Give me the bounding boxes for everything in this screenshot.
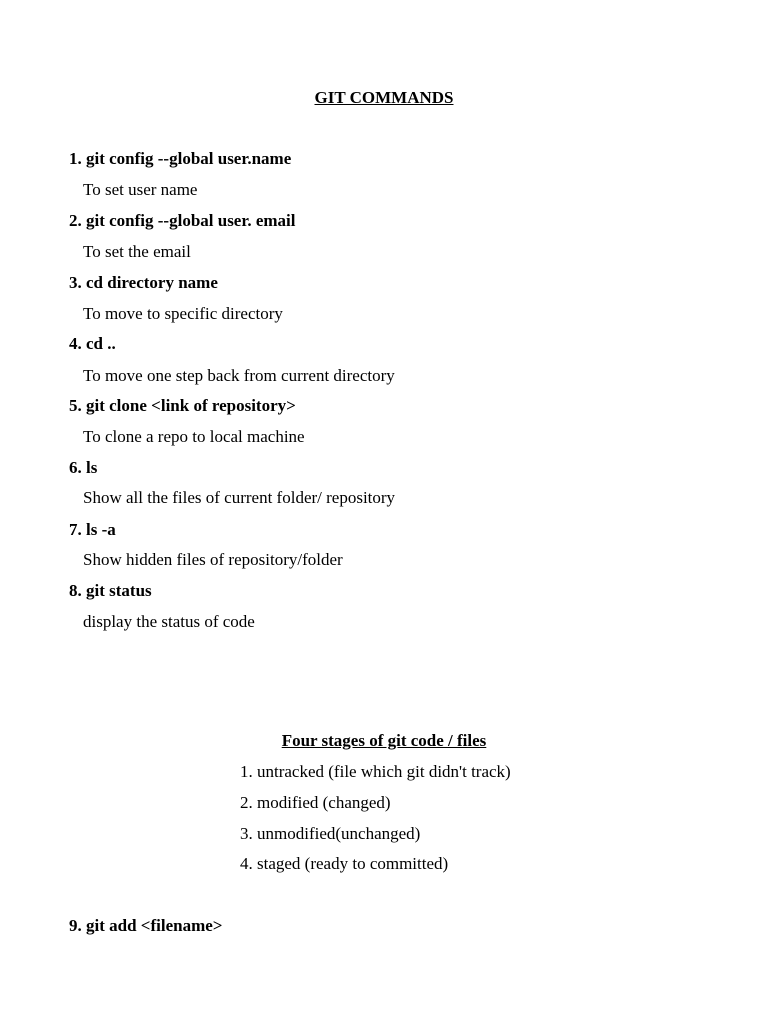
command-4-description: To move one step back from current directory — [83, 366, 395, 385]
command-9: 9. git add <filename> — [69, 916, 223, 935]
stages-heading: Four stages of git code / files — [281, 731, 487, 750]
command-7: 7. ls -a — [69, 520, 116, 539]
command-1: 1. git config --global user.name — [69, 149, 292, 168]
stage-item-3: 3. unmodified(unchanged) — [240, 824, 421, 843]
command-5-description: To clone a repo to local machine — [83, 427, 305, 446]
stage-item-4: 4. staged (ready to committed) — [240, 854, 449, 873]
stage-item-2: 2. modified (changed) — [240, 793, 391, 812]
command-2-description: To set the email — [83, 242, 191, 261]
page-title: GIT COMMANDS — [314, 88, 454, 107]
command-7-description: Show hidden files of repository/folder — [83, 550, 343, 569]
stage-item-1: 1. untracked (file which git didn't track) — [240, 762, 511, 781]
command-2: 2. git config --global user. email — [69, 211, 296, 230]
command-5: 5. git clone <link of repository> — [69, 396, 296, 415]
command-8-description: display the status of code — [83, 612, 255, 631]
command-3: 3. cd directory name — [69, 273, 218, 292]
command-4: 4. cd .. — [69, 334, 116, 353]
command-3-description: To move to specific directory — [83, 304, 283, 323]
command-6-description: Show all the files of current folder/ repository — [83, 488, 396, 507]
command-8: 8. git status — [69, 581, 152, 600]
command-6: 6. ls — [69, 458, 98, 477]
command-1-description: To set user name — [83, 180, 198, 199]
